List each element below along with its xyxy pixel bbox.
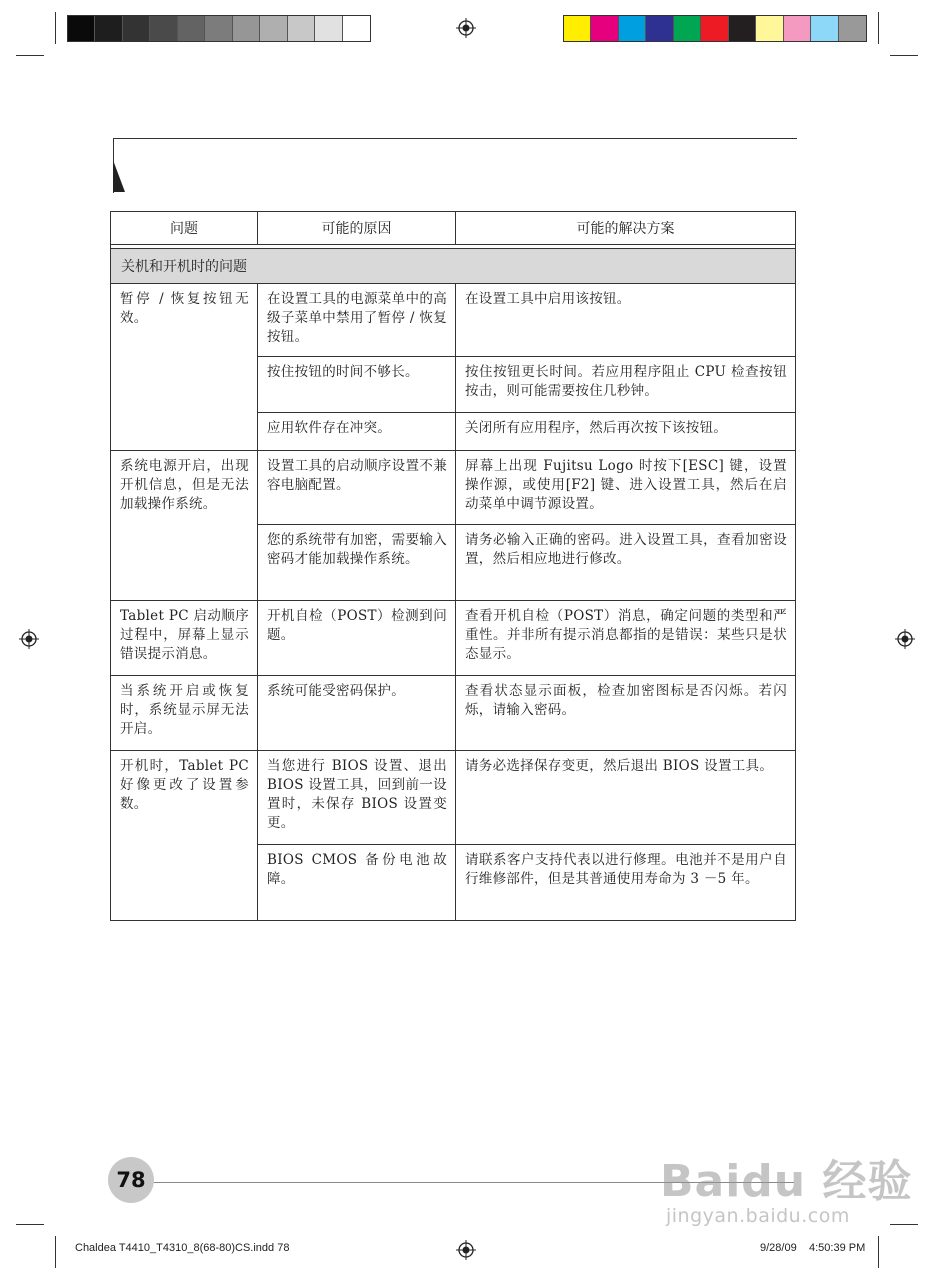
gray-swatch bbox=[260, 16, 287, 41]
header-rule bbox=[113, 138, 797, 139]
color-swatch bbox=[811, 16, 838, 41]
cause-cell: 设置工具的启动顺序设置不兼容电脑配置。 bbox=[258, 451, 456, 525]
table-row bbox=[111, 676, 796, 751]
grayscale-color-bar bbox=[67, 15, 371, 42]
color-swatch bbox=[591, 16, 618, 41]
process-color-bar bbox=[563, 15, 867, 42]
crop-mark bbox=[55, 1236, 56, 1268]
solution-cell: 查看开机自检（POST）消息，确定问题的类型和严重性。并非所有提示消息都指的是错误：某些只是状态显示。 bbox=[456, 601, 796, 676]
registration-mark-icon bbox=[456, 18, 476, 38]
crop-mark bbox=[16, 55, 44, 56]
header-cause: 可能的原因 bbox=[258, 212, 456, 245]
solution-cell: 查看状态显示面板，检查加密图标是否闪烁。若闪烁，请输入密码。 bbox=[456, 676, 796, 751]
color-swatch bbox=[839, 16, 866, 41]
color-swatch bbox=[564, 16, 591, 41]
solution-cell: 按住按钮更长时间。若应用程序阻止 CPU 检查按钮按击，则可能需要按住几秒钟。 bbox=[456, 357, 796, 413]
problem-cell: 当系统开启或恢复时，系统显示屏无法开启。 bbox=[111, 676, 258, 751]
table-row bbox=[111, 751, 796, 845]
gray-swatch bbox=[68, 16, 95, 41]
color-swatch bbox=[619, 16, 646, 41]
solution-cell: 请务必选择保存变更，然后退出 BIOS 设置工具。 bbox=[456, 751, 796, 845]
crop-mark bbox=[55, 12, 56, 44]
solution-cell: 屏幕上出现 Fujitsu Logo 时按下[ESC] 键，设置操作源，或使用[F2] 键、进入设置工具，然后在启动菜单中调节源设置。 bbox=[456, 451, 796, 525]
gray-swatch bbox=[95, 16, 122, 41]
solution-cell: 关闭所有应用程序，然后再次按下该按钮。 bbox=[456, 413, 796, 451]
cause-cell: 您的系统带有加密，需要输入密码才能加载操作系统。 bbox=[258, 525, 456, 601]
gray-swatch bbox=[343, 16, 370, 41]
section-title: 关机和开机时的问题 bbox=[111, 249, 796, 284]
cause-cell: BIOS CMOS 备份电池故障。 bbox=[258, 845, 456, 921]
gray-swatch bbox=[205, 16, 232, 41]
color-swatch bbox=[701, 16, 728, 41]
problem-cell: 系统电源开启，出现开机信息，但是无法加载操作系统。 bbox=[111, 451, 258, 601]
gray-swatch bbox=[315, 16, 342, 41]
slug-time: 4:50:39 PM bbox=[809, 1242, 866, 1254]
slug-date: 9/28/09 bbox=[760, 1242, 797, 1254]
watermark-url: jingyan.baidu.com bbox=[666, 1205, 850, 1227]
file-slug: Chaldea T4410_T4310_8(68-80)CS.indd 78 bbox=[75, 1242, 290, 1254]
solution-cell: 请联系客户支持代表以进行修理。电池并不是用户自行维修部件，但是其普通使用寿命为 3 －5 年。 bbox=[456, 845, 796, 921]
gray-swatch bbox=[288, 16, 315, 41]
cause-cell: 按住按钮的时间不够长。 bbox=[258, 357, 456, 413]
color-swatch bbox=[674, 16, 701, 41]
baidu-watermark bbox=[660, 1145, 912, 1227]
gray-swatch bbox=[178, 16, 205, 41]
header-problem: 问题 bbox=[111, 212, 258, 245]
solution-cell: 在设置工具中启用该按钮。 bbox=[456, 284, 796, 357]
crop-mark bbox=[16, 1224, 44, 1225]
cause-cell: 应用软件存在冲突。 bbox=[258, 413, 456, 451]
registration-mark-icon bbox=[19, 629, 39, 649]
color-swatch bbox=[729, 16, 756, 41]
problem-cell: 暂停 / 恢复按钮无效。 bbox=[111, 284, 258, 451]
table-row bbox=[111, 451, 796, 525]
problem-cell: Tablet PC 启动顺序过程中，屏幕上显示错误提示消息。 bbox=[111, 601, 258, 676]
color-swatch bbox=[646, 16, 673, 41]
table-row bbox=[111, 284, 796, 357]
registration-mark-icon bbox=[895, 629, 915, 649]
header-solution: 可能的解决方案 bbox=[456, 212, 796, 245]
table-header-row bbox=[111, 212, 796, 245]
crop-mark bbox=[890, 55, 918, 56]
gray-swatch bbox=[150, 16, 177, 41]
header-wedge-icon bbox=[113, 160, 125, 192]
cause-cell: 在设置工具的电源菜单中的高级子菜单中禁用了暂停 / 恢复按钮。 bbox=[258, 284, 456, 357]
color-swatch bbox=[756, 16, 783, 41]
cause-cell: 系统可能受密码保护。 bbox=[258, 676, 456, 751]
solution-cell: 请务必输入正确的密码。进入设置工具，查看加密设置，然后相应地进行修改。 bbox=[456, 525, 796, 601]
crop-mark bbox=[878, 1236, 879, 1268]
cause-cell: 当您进行 BIOS 设置、退出 BIOS 设置工具，回到前一设置时，未保存 BIOS 设置变更。 bbox=[258, 751, 456, 845]
problem-cell: 开机时，Tablet PC 好像更改了设置参数。 bbox=[111, 751, 258, 921]
table-row bbox=[111, 601, 796, 676]
crop-mark bbox=[878, 12, 879, 44]
registration-mark-icon bbox=[456, 1240, 476, 1260]
section-row bbox=[111, 249, 796, 284]
gray-swatch bbox=[233, 16, 260, 41]
watermark-brand: Baidu 经验 bbox=[660, 1156, 913, 1207]
color-swatch bbox=[784, 16, 811, 41]
page-number: 78 bbox=[116, 1168, 146, 1192]
gray-swatch bbox=[123, 16, 150, 41]
troubleshooting-table bbox=[110, 211, 796, 921]
cause-cell: 开机自检（POST）检测到问题。 bbox=[258, 601, 456, 676]
